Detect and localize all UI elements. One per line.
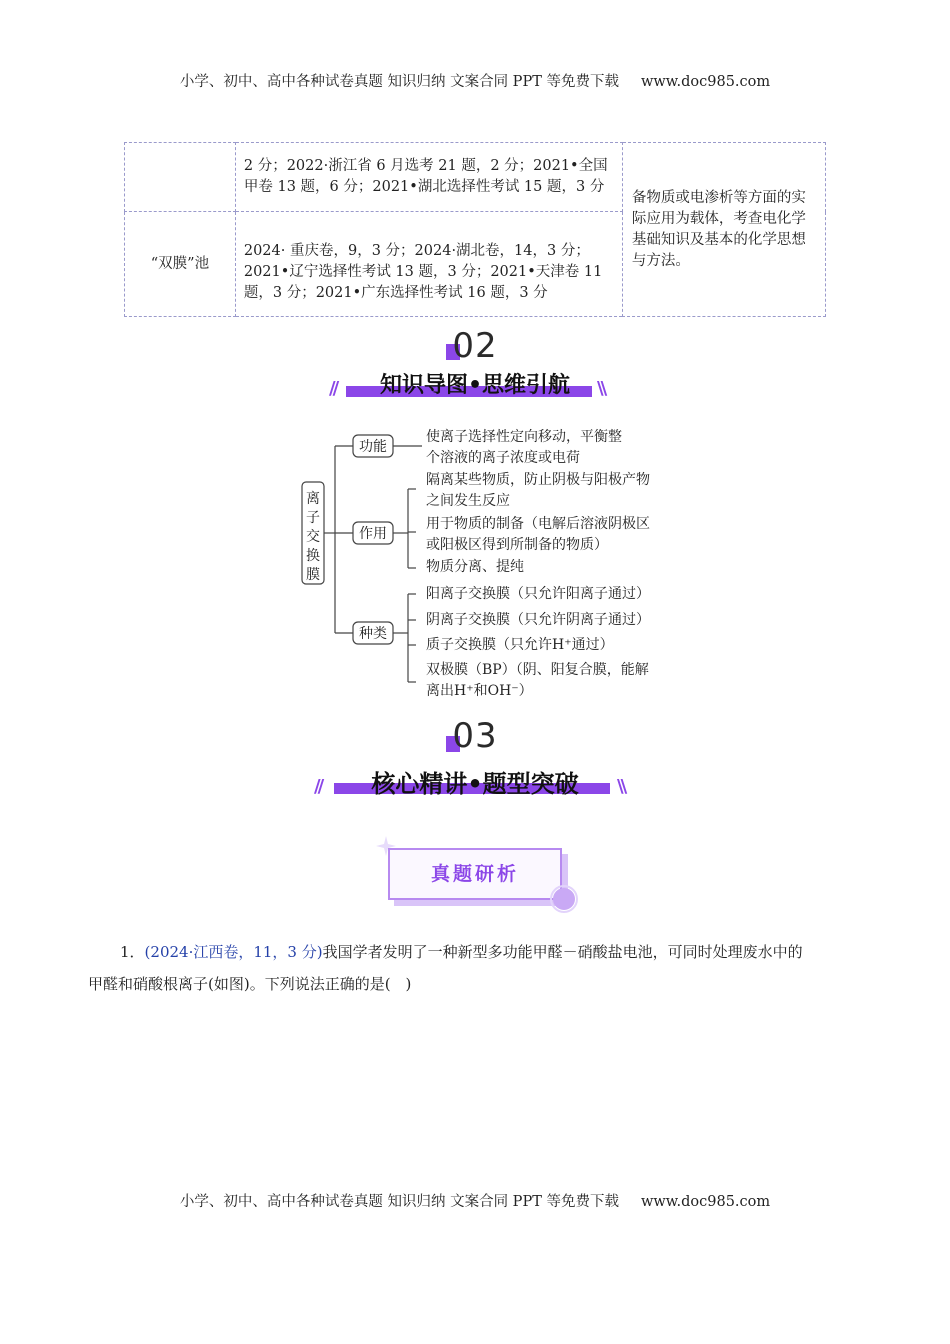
question-line-1 — [88, 937, 868, 967]
section02-title: 知识导图•思维引航 — [379, 373, 571, 398]
root-char: 交 — [306, 529, 320, 545]
exam-table — [124, 142, 826, 317]
branch-label-types: 种类 — [359, 626, 387, 642]
row1-exams: 2 分；2022·浙江省 6 月选考 21 题，2 分；2021•全国甲卷 13 题，6 分；2021•湖北选择性考试 15 题，3 分 — [235, 143, 622, 212]
slash-right-icon: \\ — [597, 378, 605, 399]
row2-exams: 2024· 重庆卷，9，3 分；2024·湖北卷，14，3 分；2021•辽宁选择性考试 13 题，3 分；2021•天津卷 11 题，3 分；2021•广东选择性考试 16 题，3 分 — [235, 212, 622, 317]
root-char: 膜 — [306, 567, 320, 583]
question-number: 1． — [120, 943, 145, 961]
slash-left-icon: // — [329, 378, 337, 399]
slash-right-icon: \\ — [617, 776, 625, 797]
section02-number: 02 — [452, 326, 498, 366]
mindmap-item-role-0: 隔离某些物质，防止阴极与阳极产物之间发生反应 — [426, 472, 650, 509]
sparkle-icon — [376, 836, 396, 856]
page-header — [0, 70, 950, 91]
section03-title: 核心精讲•题型突破 — [371, 770, 579, 798]
row2-label: “双膜”池 — [125, 212, 236, 317]
question-text-2: 甲醛和硝酸根离子(如图)。下列说法正确的是( ) — [88, 975, 412, 993]
section03-number: 03 — [452, 716, 498, 756]
mindmap-item-types-3: 双极膜（BP）（阴、阳复合膜，能解离出H⁺和OH⁻） — [426, 662, 649, 699]
mindmap-item-role-1: 用于物质的制备（电解后溶液阴极区或阳极区得到所制备的物质） — [426, 516, 650, 553]
footer-text: 小学、初中、高中各种试卷真题 知识归纳 文案合同 PPT 等免费下载 — [179, 1194, 619, 1210]
mindmap-item-function-0: 使离子选择性定向移动，平衡整个溶液的离子浓度或电荷 — [426, 429, 622, 466]
bubble-icon — [548, 884, 578, 914]
root-char: 离 — [306, 491, 320, 507]
mindmap-item-role-2: 物质分离、提纯 — [426, 559, 524, 575]
section-badge — [388, 848, 562, 900]
root-char: 换 — [306, 548, 320, 564]
question-text-1: 我国学者发明了一种新型多功能甲醛－硝酸盐电池，可同时处理废水中的 — [322, 943, 803, 961]
slash-left-icon: // — [314, 776, 322, 797]
badge-label: 真题研析 — [430, 863, 519, 885]
mindmap-item-types-2: 质子交换膜（只允许H⁺通过） — [426, 637, 614, 653]
footer-url[interactable]: www.doc985.com — [640, 1194, 771, 1210]
question-source[interactable]: (2024·江西卷，11，3 分) — [144, 943, 323, 961]
row1-label — [125, 143, 236, 212]
header-text: 小学、初中、高中各种试卷真题 知识归纳 文案合同 PPT 等免费下载 — [179, 74, 619, 90]
page-footer — [0, 1190, 950, 1211]
mindmap-item-types-0: 阳离子交换膜（只允许阳离子通过） — [426, 586, 650, 602]
root-char: 子 — [306, 510, 320, 526]
table-row — [125, 143, 826, 212]
table-notes: 备物质或电渗析等方面的实际应用为载体，考查电化学基础知识及基本的化学思想与方法。 — [622, 143, 825, 317]
header-url[interactable]: www.doc985.com — [640, 74, 771, 90]
mindmap-item-types-1: 阴离子交换膜（只允许阴离子通过） — [426, 612, 650, 628]
branch-label-function: 功能 — [359, 439, 387, 455]
branch-label-role: 作用 — [359, 526, 387, 542]
